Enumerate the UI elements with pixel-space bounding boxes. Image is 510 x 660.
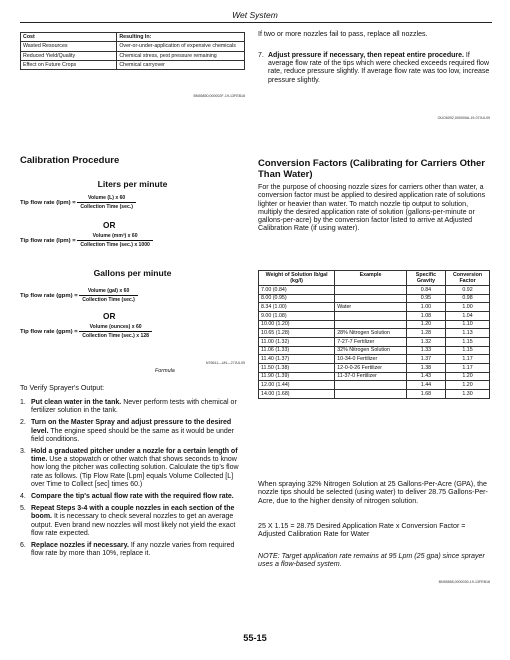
formula-left: Tip flow rate (lpm) = (20, 238, 76, 245)
formula-denominator: Collection Time (sec.) x 1000 (80, 242, 150, 248)
table-cell: 7-27-7 Fertilizer (335, 338, 407, 347)
table-cell: 1.08 (406, 311, 445, 320)
step-number: 7. (258, 52, 264, 59)
table-cell: 1.17 (446, 364, 490, 373)
table-cell: 9.00 (1.08) (259, 311, 335, 320)
table-cell: 1.37 (406, 355, 445, 364)
table-cell: Chemical stress, pest pressure remaining (117, 51, 245, 60)
step-text: If average flow rate of the tips which were checked exceeds required flow rate, reduce pressure slightly. If average flow rate was too low, increase pressure slightly. (268, 52, 490, 84)
table-cell (335, 311, 407, 320)
note-text: NOTE: Target application rate remains at 95 Lpm (25 gpa) since sprayer uses a flow-based system. (258, 552, 485, 569)
conversion-intro: For the purpose of choosing nozzle sizes for carriers other than water, a conversion factor must be applied to desired application rate of solutions lighter or heavier than water. To match nozzle tip output to solution, multiply the desired application rate of solution (gallons-per-minute or gallons-per-acre) by the conversion factor listed to arrive at Adjusted Calibration Rate (if using water). (258, 183, 486, 233)
table-cell: 0.95 (406, 294, 445, 303)
table-cell: 12-0-0-26 Fertilizer (335, 364, 407, 373)
formula-numerator: Volume (mm³) x 60 (77, 233, 153, 241)
table-cell: 8.00 (0.95) (259, 294, 335, 303)
table-cell: Effect on Future Crops (21, 60, 117, 69)
cost-table-reference: BN55850,000002F-19-13FEB18 (193, 94, 245, 98)
table-cell: 11.90 (1.39) (259, 372, 335, 381)
step-7-reference: OUO6092,000000A-19-07JUL09 (437, 116, 490, 120)
table-row (259, 285, 490, 294)
table-row (259, 364, 490, 373)
table-row (21, 33, 245, 42)
table-row (259, 372, 490, 381)
table-cell: 1.00 (406, 303, 445, 312)
table-cell: 11.00 (1.32) (259, 338, 335, 347)
table-cell: 0.98 (446, 294, 490, 303)
table-cell (335, 390, 407, 399)
table-cell (335, 320, 407, 329)
table-cell: 10-34-0 Fertilizer (335, 355, 407, 364)
table-cell: 14.00 (1.68) (259, 390, 335, 399)
formula-fraction (79, 288, 138, 303)
formula-denominator: Collection Time (sec.) (80, 204, 133, 210)
table-header-cell: Weight of Solution lb/gal (kg/l) (259, 271, 335, 286)
step-bold: Turn on the Master Spray and adjust pressure to the desired level. (31, 419, 232, 435)
table-row (21, 60, 245, 69)
table-cell: 11.50 (1.38) (259, 364, 335, 373)
table-header-cell: Resulting In: (117, 33, 245, 42)
page-header: Wet System (232, 10, 278, 20)
table-row (259, 271, 490, 286)
calibration-title: Calibration Procedure (20, 155, 120, 166)
formula-denominator: Collection Time (sec.) (82, 297, 135, 303)
table-cell: 10.00 (1.20) (259, 320, 335, 329)
table-cell: Chemical carryover (117, 60, 245, 69)
formula-caption: Formula (155, 368, 175, 374)
table-cell: 1.44 (406, 381, 445, 390)
step-bold: Adjust pressure if necessary, then repeat entire procedure. (268, 52, 464, 59)
list-item (20, 505, 245, 538)
step-bold: Hold a graduated pitcher under a nozzle for a certain length of time. (31, 448, 238, 464)
step-number: 4. (20, 493, 26, 501)
conversion-reference: BN55858,0000030-19-13FEB18 (438, 580, 490, 584)
table-row (21, 51, 245, 60)
page-number: 55-15 (243, 633, 267, 643)
step-number: 2. (20, 419, 26, 427)
table-row (259, 311, 490, 320)
table-row (259, 381, 490, 390)
table-cell (335, 381, 407, 390)
table-cell: 0.92 (446, 285, 490, 294)
table-cell: 1.38 (406, 364, 445, 373)
table-cell: 0.84 (406, 285, 445, 294)
step-number: 5. (20, 505, 26, 513)
step-7 (258, 52, 490, 85)
formula-reference: N76611—UN—27JUL05 (205, 361, 245, 365)
table-cell: 1.33 (406, 346, 445, 355)
table-cell: 1.17 (446, 355, 490, 364)
table-cell: 7.00 (0.84) (259, 285, 335, 294)
table-cell: 12.00 (1.44) (259, 381, 335, 390)
table-cell: 1.13 (446, 329, 490, 338)
list-item (20, 419, 245, 444)
step-text: Never perform tests with chemical or fertilizer solution in the tank. (31, 399, 237, 415)
table-cell: 1.15 (446, 338, 490, 347)
table-cell: 1.68 (406, 390, 445, 399)
table-cell (335, 294, 407, 303)
formula-numerator: Volume (L) x 60 (77, 195, 136, 203)
table-cell: 1.20 (406, 320, 445, 329)
table-header-cell: Example (335, 271, 407, 286)
table-cell: 1.43 (406, 372, 445, 381)
table-cell: 10.65 (1.28) (259, 329, 335, 338)
table-header-cell: Conversion Factor (446, 271, 490, 286)
table-cell: 11.06 (1.33) (259, 346, 335, 355)
step-number: 3. (20, 448, 26, 456)
formula-lpm-2 (20, 233, 153, 248)
table-cell: 11.40 (1.37) (259, 355, 335, 364)
table-cell: 32% Nitrogen Solution (335, 346, 407, 355)
table-cell: 1.04 (446, 311, 490, 320)
table-cell: 1.10 (446, 320, 490, 329)
table-cell: 1.30 (446, 390, 490, 399)
formula-fraction (77, 233, 153, 248)
step-number: 6. (20, 542, 26, 550)
conversion-table (258, 270, 490, 399)
or-label: OR (103, 311, 116, 321)
cost-table (20, 32, 245, 70)
example-text: When spraying 32% Nitrogen Solution at 25 Gallons-Per-Acre (GPA), the nozzle tips should be selected (using water) to deliver 28.75 Gallons-Per-Acre, due to the higher density of nitrogen solution. (258, 480, 488, 505)
list-item (20, 493, 245, 501)
formula-left: Tip flow rate (gpm) = (20, 329, 78, 336)
table-row (259, 303, 490, 312)
table-cell: 1.28 (406, 329, 445, 338)
steps-list (20, 399, 245, 562)
table-cell: 28% Nitrogen Solution (335, 329, 407, 338)
step-bold: Replace nozzles if necessary. (31, 542, 129, 550)
formula-numerator: Volume (gal) x 60 (79, 288, 138, 296)
gpm-title: Gallons per minute (93, 268, 172, 278)
formula-lpm-1 (20, 195, 136, 210)
table-cell: 1.15 (446, 346, 490, 355)
verify-heading: To Verify Sprayer's Output: (20, 384, 105, 392)
step-bold: Put clean water in the tank. (31, 399, 122, 406)
lpm-title: Liters per minute (97, 179, 168, 189)
formula-left: Tip flow rate (gpm) = (20, 293, 78, 300)
step-bold: Compare the tip's actual flow rate with the required flow rate. (31, 493, 234, 501)
table-cell: Over-or-under-application of expensive chemicals (117, 42, 245, 51)
table-cell: 1.32 (406, 338, 445, 347)
header-rule (20, 22, 492, 23)
step-bold: Repeat Steps 3-4 with a couple nozzles in each section of the boom. (31, 505, 235, 521)
table-row (259, 329, 490, 338)
table-cell: 8.34 (1.00) (259, 303, 335, 312)
formula-fraction (77, 195, 136, 210)
table-cell: Wasted Resources (21, 42, 117, 51)
table-cell: 1.20 (446, 372, 490, 381)
table-row (259, 294, 490, 303)
step-text: Use a stopwatch or other watch that shows seconds to know how long the pitcher was collecting solution. Calculate the tip's flow rate as follows. (Tip Flow Rate [Lpm] equals Volume Collected [L] over Time to Collect [sec] times 60.) (31, 456, 239, 488)
table-row (21, 42, 245, 51)
formula-gpm-1 (20, 288, 138, 303)
formula-fraction (79, 324, 152, 339)
list-item (20, 542, 245, 558)
table-cell: 1.00 (446, 303, 490, 312)
conversion-title: Conversion Factors (Calibrating for Carriers Other Than Water) (258, 158, 485, 180)
table-header-cell: Cost (21, 33, 117, 42)
formula-denominator: Collection Time (sec.) x 128 (82, 333, 150, 339)
table-cell: Reduced Yield/Quality (21, 51, 117, 60)
formula-numerator: Volume (ounces) x 60 (79, 324, 152, 332)
table-row (259, 390, 490, 399)
step-number: 1. (20, 399, 26, 406)
table-row (259, 320, 490, 329)
conversion-table-body (259, 285, 490, 398)
table-row (259, 346, 490, 355)
step-text: The engine speed should be the same as it would be under field conditions. (31, 427, 235, 443)
table-header-cell: Specific Gravity (406, 271, 445, 286)
or-label: OR (103, 220, 116, 230)
calculation-text: 25 X 1.15 = 28.75 Desired Application Rate x Conversion Factor = Adjusted Calibration Rate for Water (258, 522, 466, 539)
step-text: It is necessary to check several nozzles to get an average output. Even brand new nozzles will most likely not yield the exact flow rate expected. (31, 513, 236, 537)
list-item (20, 448, 245, 489)
table-cell: 11-37-0 Fertilizer (335, 372, 407, 381)
table-cell: Water (335, 303, 407, 312)
list-item (20, 399, 245, 415)
replace-nozzles-text: If two or more nozzles fail to pass, replace all nozzles. (258, 30, 428, 38)
formula-gpm-2 (20, 324, 152, 339)
step-text: If any nozzle varies from required flow rate by more than 10%, replace it. (31, 542, 235, 558)
table-cell: 1.20 (446, 381, 490, 390)
table-cell (335, 285, 407, 294)
table-row (259, 338, 490, 347)
table-row (259, 355, 490, 364)
formula-left: Tip flow rate (lpm) = (20, 200, 76, 207)
